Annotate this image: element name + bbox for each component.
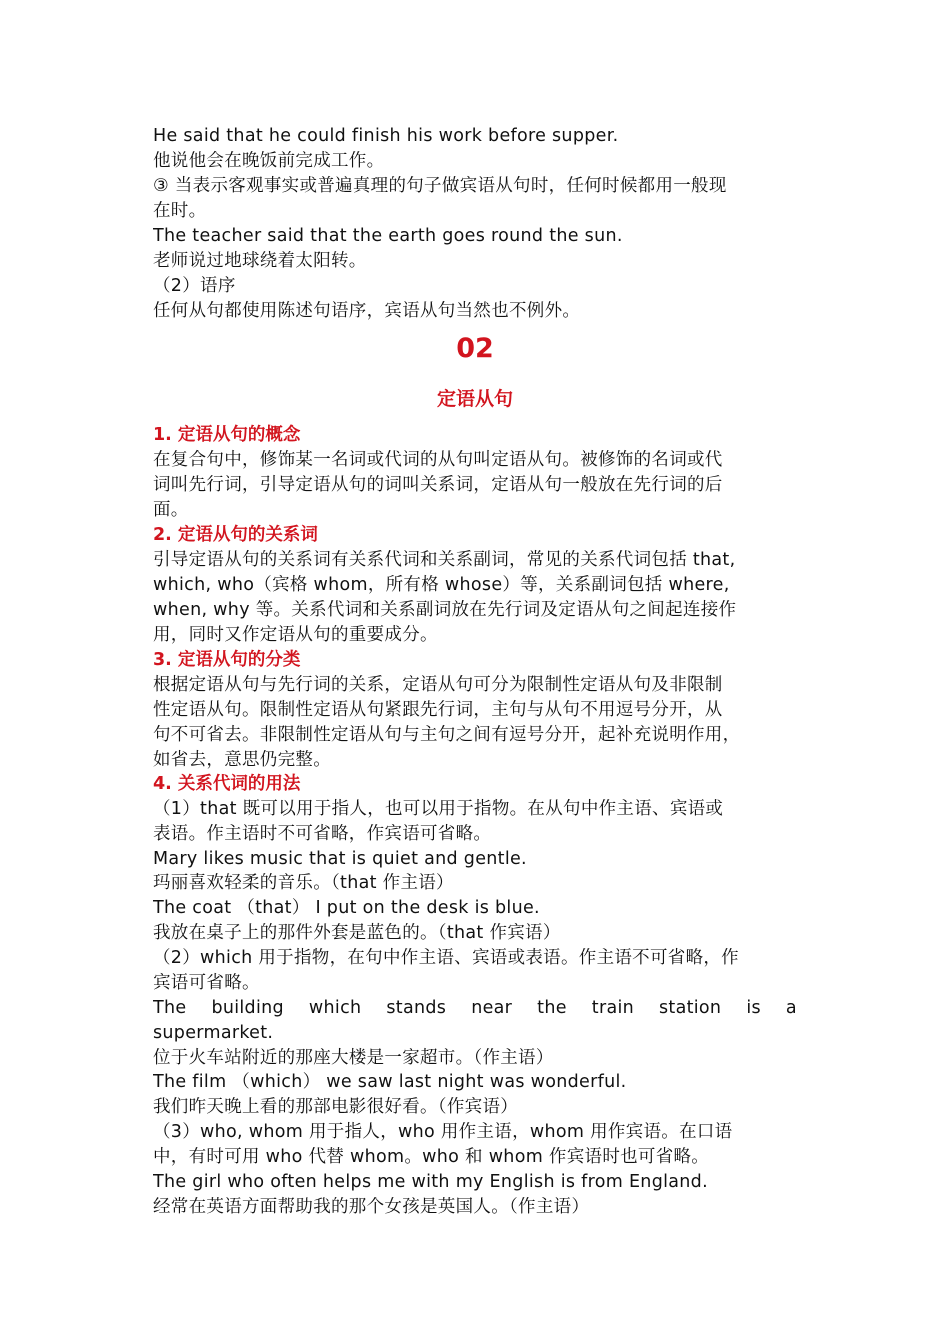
text-line: 中，有时可用 who 代替 whom。who 和 whom 作宾语时也可省略。 — [153, 1147, 710, 1167]
example-sentence: Mary likes music that is quiet and gentle. — [153, 849, 527, 869]
example-sentence: The coat （that） I put on the desk is blue. — [153, 898, 540, 918]
text-line: 在时。 — [153, 201, 207, 221]
word: building — [211, 998, 284, 1018]
text-line: ③ 当表示客观事实或普遍真理的句子做宾语从句时，任何时候都用一般现 — [153, 176, 727, 196]
heading-relative-pronouns: 4. 关系代词的用法 — [153, 774, 301, 794]
text-line: 表语。作主语时不可省略，作宾语可省略。 — [153, 824, 492, 844]
heading-classification: 3. 定语从句的分类 — [153, 650, 301, 670]
text-line: 我们昨天晚上看的那部电影很好看。（作宾语） — [153, 1097, 519, 1117]
section-title: 定语从句 — [436, 388, 513, 410]
word: train — [591, 998, 635, 1018]
text-line: （2）which 用于指物，在句中作主语、宾语或表语。作主语不可省略，作 — [153, 948, 739, 968]
word: a — [785, 998, 797, 1018]
text-line: 如省去，意思仍完整。 — [153, 750, 331, 770]
text-line: 任何从句都使用陈述句语序，宾语从句当然也不例外。 — [153, 301, 581, 321]
word: the — [537, 998, 567, 1018]
text-line: （1）that 既可以用于指人，也可以用于指物。在从句中作主语、宾语或 — [153, 799, 724, 819]
section-number: 02 — [456, 333, 494, 364]
text-line: 句不可省去。非限制性定语从句与主句之间有逗号分开，起补充说明作用， — [153, 725, 741, 745]
heading-concept: 1. 定语从句的概念 — [153, 425, 301, 445]
text-line: 性定语从句。限制性定语从句紧跟先行词，主句与从句不用逗号分开，从 — [153, 700, 723, 720]
text-line: which, who（宾格 whom，所有格 whose）等，关系副词包括 where, — [153, 575, 730, 595]
text-line: （2）语序 — [153, 276, 236, 296]
word: near — [471, 998, 513, 1018]
text-line: when, why 等。关系代词和关系副词放在先行词及定语从句之间起连接作 — [153, 600, 737, 620]
word: is — [746, 998, 761, 1018]
text-line: 在复合句中，修饰某一名词或代词的从句叫定语从句。被修饰的名词或代 — [153, 450, 723, 470]
text-line: 玛丽喜欢轻柔的音乐。（that 作主语） — [153, 873, 454, 893]
word: station — [659, 998, 722, 1018]
text-line: 根据定语从句与先行词的关系，定语从句可分为限制性定语从句及非限制 — [153, 675, 723, 695]
example-sentence: The girl who often helps me with my English is from England. — [153, 1172, 708, 1192]
example-sentence: supermarket. — [153, 1023, 274, 1043]
text-line: 老师说过地球绕着太阳转。 — [153, 251, 367, 271]
text-line: He said that he could finish his work before supper. — [153, 126, 619, 146]
word: which — [308, 998, 362, 1018]
text-line: 引导定语从句的关系词有关系代词和关系副词，常见的关系代词包括 that, — [153, 550, 736, 570]
text-line: 我放在桌子上的那件外套是蓝色的。（that 作宾语） — [153, 923, 561, 943]
heading-relative-words: 2. 定语从句的关系词 — [153, 525, 318, 545]
text-line: 他说他会在晚饭前完成工作。 — [153, 151, 385, 171]
example-sentence-justified — [153, 996, 797, 1021]
text-line: 用，同时又作定语从句的重要成分。 — [153, 625, 438, 645]
text-line: 词叫先行词，引导定语从句的词叫关系词，定语从句一般放在先行词的后 — [153, 475, 723, 495]
text-line: 宾语可省略。 — [153, 973, 260, 993]
text-line: 面。 — [153, 500, 189, 520]
word: The — [153, 998, 187, 1018]
example-sentence: The film （which） we saw last night was wonderful. — [153, 1072, 627, 1092]
text-line: 经常在英语方面帮助我的那个女孩是英国人。（作主语） — [153, 1197, 590, 1217]
text-line: 位于火车站附近的那座大楼是一家超市。（作主语） — [153, 1048, 554, 1068]
text-line: The teacher said that the earth goes round the sun. — [153, 226, 623, 246]
word: stands — [386, 998, 447, 1018]
text-line: （3）who, whom 用于指人，who 用作主语，whom 用作宾语。在口语 — [153, 1122, 733, 1142]
